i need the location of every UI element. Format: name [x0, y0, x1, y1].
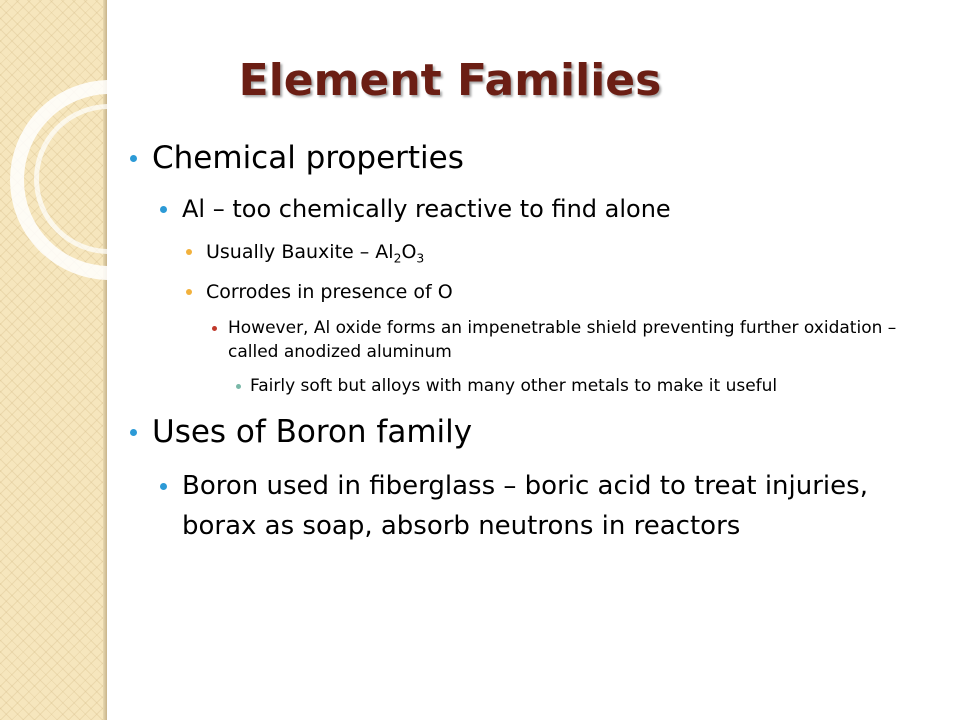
bullet-text: Boron used in fiberglass – boric acid to treat injuries, borax as soap, absorb neutrons in reactors [182, 471, 868, 541]
bullet-uses-of-boron [130, 412, 920, 452]
decorative-rings [0, 0, 107, 720]
bullet-text: Al – too chemically reactive to find alone [182, 195, 671, 223]
bullet-text: Chemical properties [152, 140, 464, 176]
bullet-bauxite [130, 238, 920, 266]
bullet-text-prefix: Usually Bauxite – Al [206, 241, 394, 263]
bullet-boron-uses [130, 466, 920, 546]
bullet-chemical-properties [130, 138, 920, 178]
bullet-al-reactive [130, 192, 920, 226]
subscript-2: 2 [393, 251, 402, 266]
bullet-dot-icon [186, 289, 192, 295]
bullet-text: However, Al oxide forms an impenetrable shield preventing further oxidation – called anodized aluminum [228, 318, 897, 362]
bullet-dot-icon [212, 326, 217, 331]
bullet-dot-icon [236, 384, 241, 389]
subscript-3: 3 [416, 251, 425, 266]
bullet-text: Fairly soft but alloys with many other metals to make it useful [250, 376, 778, 396]
bullet-text: Corrodes in presence of O [206, 281, 453, 303]
bullet-text: Uses of Boron family [152, 414, 473, 450]
bullet-dot-icon [130, 429, 137, 436]
slide-body [130, 130, 920, 546]
bullet-fairly-soft [130, 374, 920, 398]
slide-title-text: Element Families [238, 55, 662, 106]
bullet-dot-icon [130, 155, 137, 162]
bullet-dot-icon [160, 483, 167, 490]
bullet-dot-icon [160, 206, 167, 213]
bullet-text-mid: O [401, 241, 417, 263]
slide-title [0, 55, 900, 106]
bullet-corrodes [130, 278, 920, 306]
bullet-dot-icon [186, 249, 192, 255]
bullet-al-oxide-shield [130, 316, 920, 364]
